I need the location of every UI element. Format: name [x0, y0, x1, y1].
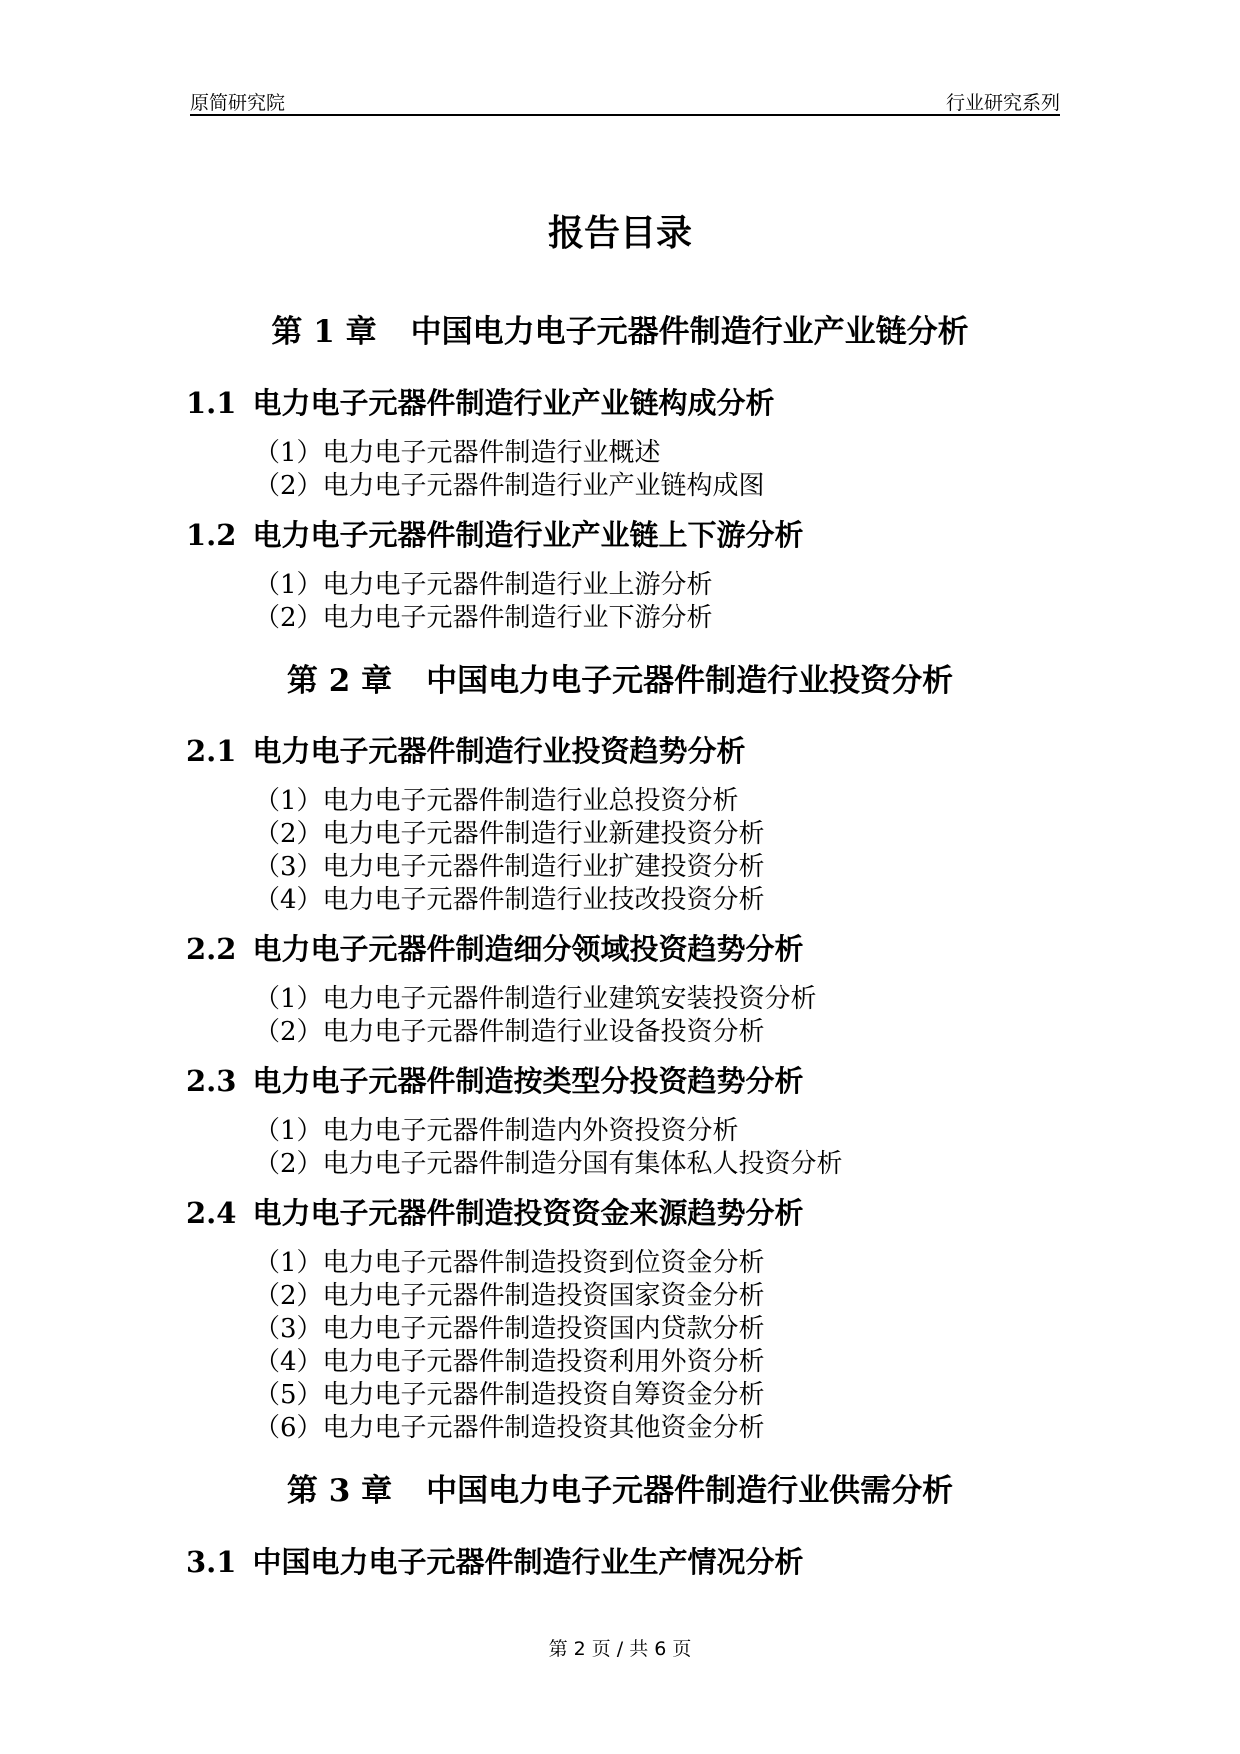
section-title: 电力电子元器件制造行业投资趋势分析: [252, 734, 746, 768]
section-number: 3.1: [186, 1545, 237, 1579]
toc-item: （5）电力电子元器件制造投资自筹资金分析: [254, 1380, 765, 1410]
toc-item: （1）电力电子元器件制造内外资投资分析: [254, 1116, 739, 1146]
toc-item: （6）电力电子元器件制造投资其他资金分析: [254, 1413, 765, 1443]
toc-item: （2）电力电子元器件制造分国有集体私人投资分析: [254, 1149, 843, 1179]
chapter-title: 中国电力电子元器件制造行业投资分析: [426, 663, 954, 699]
toc-item: （1）电力电子元器件制造投资到位资金分析: [254, 1248, 765, 1278]
toc-item: （2）电力电子元器件制造行业下游分析: [254, 603, 713, 633]
chapter-title: 中国电力电子元器件制造行业供需分析: [426, 1473, 954, 1509]
section-title: 中国电力电子元器件制造行业生产情况分析: [252, 1545, 804, 1579]
section-heading: [186, 1540, 803, 1581]
section-number: 1.1: [186, 386, 237, 420]
section-title: 电力电子元器件制造投资资金来源趋势分析: [252, 1196, 804, 1230]
chapter-heading: [0, 655, 1240, 700]
chapter-number: 第 3 章: [286, 1473, 393, 1509]
toc-item: （3）电力电子元器件制造行业扩建投资分析: [254, 852, 765, 882]
header-publisher: 原简研究院: [190, 92, 286, 114]
section-heading: [186, 381, 774, 422]
header-series: 行业研究系列: [945, 92, 1060, 114]
section-heading: [186, 927, 803, 968]
chapter-heading: [0, 1465, 1240, 1510]
toc-item: （4）电力电子元器件制造行业技改投资分析: [254, 885, 765, 915]
section-title: 电力电子元器件制造细分领域投资趋势分析: [252, 932, 804, 966]
page-title: 报告目录: [547, 212, 692, 254]
section-heading: [186, 1191, 803, 1232]
toc-item: （2）电力电子元器件制造投资国家资金分析: [254, 1281, 765, 1311]
toc-item: （1）电力电子元器件制造行业总投资分析: [254, 786, 739, 816]
toc-item: （2）电力电子元器件制造行业设备投资分析: [254, 1017, 765, 1047]
section-heading: [186, 1059, 803, 1100]
section-number: 1.2: [186, 518, 237, 552]
chapter-title: 中国电力电子元器件制造行业产业链分析: [410, 314, 969, 350]
toc-item: （4）电力电子元器件制造投资利用外资分析: [254, 1347, 765, 1377]
toc-item: （3）电力电子元器件制造投资国内贷款分析: [254, 1314, 765, 1344]
section-number: 2.2: [186, 932, 237, 966]
section-title: 电力电子元器件制造按类型分投资趋势分析: [252, 1064, 804, 1098]
section-number: 2.3: [186, 1064, 237, 1098]
chapter-number: 第 1 章: [271, 314, 377, 350]
section-number: 2.4: [186, 1196, 237, 1230]
toc-item: （1）电力电子元器件制造行业概述: [254, 438, 661, 468]
toc-item: （1）电力电子元器件制造行业上游分析: [254, 570, 713, 600]
page-footer: 第 2 页 / 共 6 页: [548, 1638, 692, 1660]
chapter-number: 第 2 章: [286, 663, 393, 699]
section-title: 电力电子元器件制造行业产业链构成分析: [252, 386, 775, 420]
page-header: [190, 88, 1060, 116]
section-title: 电力电子元器件制造行业产业链上下游分析: [252, 518, 804, 552]
toc-item: （2）电力电子元器件制造行业新建投资分析: [254, 819, 765, 849]
toc-item: （1）电力电子元器件制造行业建筑安装投资分析: [254, 984, 817, 1014]
section-heading: [186, 513, 803, 554]
section-heading: [186, 729, 745, 770]
section-number: 2.1: [186, 734, 237, 768]
chapter-heading: [0, 306, 1240, 351]
toc-item: （2）电力电子元器件制造行业产业链构成图: [254, 471, 765, 501]
